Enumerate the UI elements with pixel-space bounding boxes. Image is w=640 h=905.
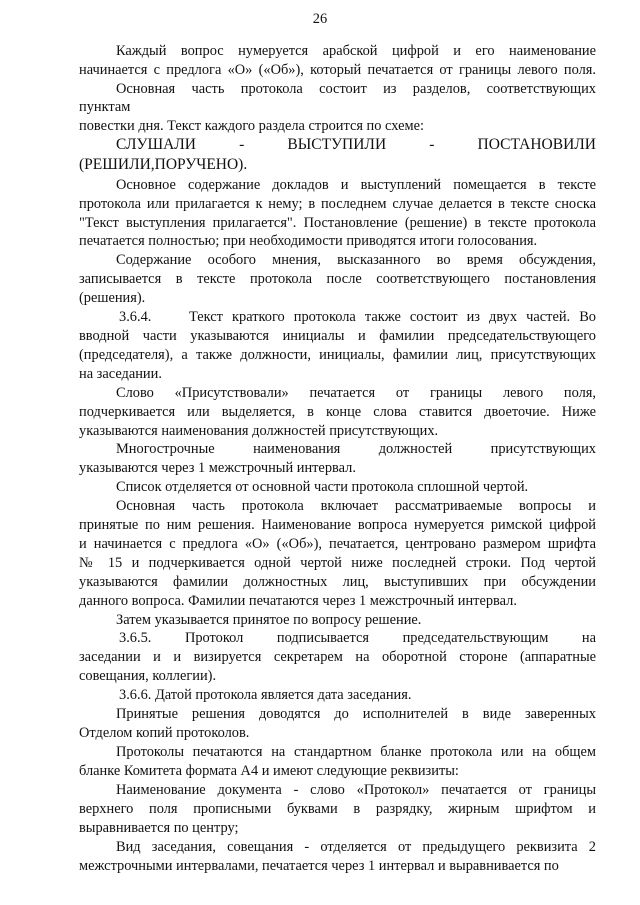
text-line: Вид заседания, совещания - отделяется от предыдущего реквизита 2: [116, 839, 596, 855]
section-text: Текст краткого протокола также состоит из двух частей. Во: [189, 309, 596, 325]
text-line: Наименование документа - слово «Протокол» печатается от границы: [116, 782, 596, 798]
text-line: данного вопроса. Фамилии печатаются через 1 межстрочный интервал.: [79, 593, 517, 609]
text-line: на заседании.: [79, 366, 162, 382]
text-line: подчеркивается или выделяется, в конце слова ставится двоеточие. Ниже: [79, 404, 596, 420]
text-line: бланке Комитета формата А4 и имеют следующие реквизиты:: [79, 763, 459, 779]
text-line: "Текст выступления прилагается". Постановление (решение) в тексте протокола: [79, 215, 596, 231]
text-line: протокола или прилагается к нему; в последнем случае делается в тексте сноска: [79, 196, 596, 212]
text-line: печатается полностью; при необходимости приводятся итоги голосования.: [79, 233, 538, 249]
text-line: указываются через 1 межстрочный интервал.: [79, 460, 356, 476]
text-line: верхнего поля прописными буквами в разрядку, жирным шрифтом и: [79, 801, 596, 817]
text-line: Основная часть протокола состоит из разделов, соответствующих: [116, 81, 596, 97]
text-line: заседании и и визируется секретарем на оборотной стороне (аппаратные: [79, 649, 596, 665]
text-line: (председателя), а также должности, инициалы, фамилии лиц, присутствующих: [79, 347, 596, 363]
text-line: Затем указывается принятое по вопросу решение.: [116, 612, 422, 628]
text-line: Список отделяется от основной части протокола сплошной чертой.: [116, 479, 529, 495]
protocol-scheme-line: СЛУШАЛИ - ВЫСТУПИЛИ - ПОСТАНОВИЛИ: [116, 136, 596, 153]
section-line-3-6-6: 3.6.6. Датой протокола является дата заседания.: [119, 687, 412, 703]
text-line: Слово «Присутствовали» печатается от границы левого поля,: [116, 385, 596, 401]
text-line: совещания, коллегии).: [79, 668, 217, 684]
protocol-scheme-line: (РЕШИЛИ,ПОРУЧЕНО).: [79, 156, 248, 173]
text-line: начинается с предлога «О» («Об»), который печатается от границы левого поля.: [79, 62, 596, 78]
text-line: записывается в тексте протокола после соответствующего постановления: [79, 271, 596, 287]
text-line: выравнивается по центру;: [79, 820, 239, 836]
text-line: пунктам: [79, 99, 131, 115]
section-number: 3.6.4.: [119, 309, 152, 325]
text-line: указываются фамилии должностных лиц, выступивших при обсуждении: [79, 574, 596, 590]
text-line: Каждый вопрос нумеруется арабской цифрой и его наименование: [116, 43, 596, 59]
text-line: и начинается с предлога «О» («Об»), печатается, центровано размером шрифта: [79, 536, 596, 552]
text-line: межстрочными интервалами, печатается через 1 интервал и выравнивается по: [79, 858, 559, 874]
text-line: Отделом копий протоколов.: [79, 725, 250, 741]
text-line: № 15 и подчеркивается одной чертой ниже последней строки. Под чертой: [79, 555, 596, 571]
section-line-3-6-5: 3.6.5. Протокол подписывается председательствующим на: [119, 630, 596, 646]
text-line: указываются наименования должностей присутствующих.: [79, 423, 439, 439]
text-line: Содержание особого мнения, высказанного во время обсуждения,: [116, 252, 596, 268]
text-line: Протоколы печатаются на стандартном бланке протокола или на общем: [116, 744, 596, 760]
text-line: (решения).: [79, 290, 146, 306]
text-line: Основное содержание докладов и выступлений помещается в тексте: [116, 177, 596, 193]
text-line: принятые по ним решения. Наименование вопроса нумеруется римской цифрой: [79, 517, 596, 533]
text-line: Многострочные наименования должностей присутствующих: [116, 441, 596, 457]
text-line: Основная часть протокола включает рассматриваемые вопросы и: [116, 498, 596, 514]
text-line: Принятые решения доводятся до исполнителей в виде заверенных: [116, 706, 596, 722]
section-line-3-6-4: [119, 308, 596, 326]
page-number: 26: [312, 11, 328, 27]
text-line: повестки дня. Текст каждого раздела строится по схеме:: [79, 118, 424, 134]
text-line: вводной части указываются инициалы и фамилии председательствующего: [79, 328, 596, 344]
